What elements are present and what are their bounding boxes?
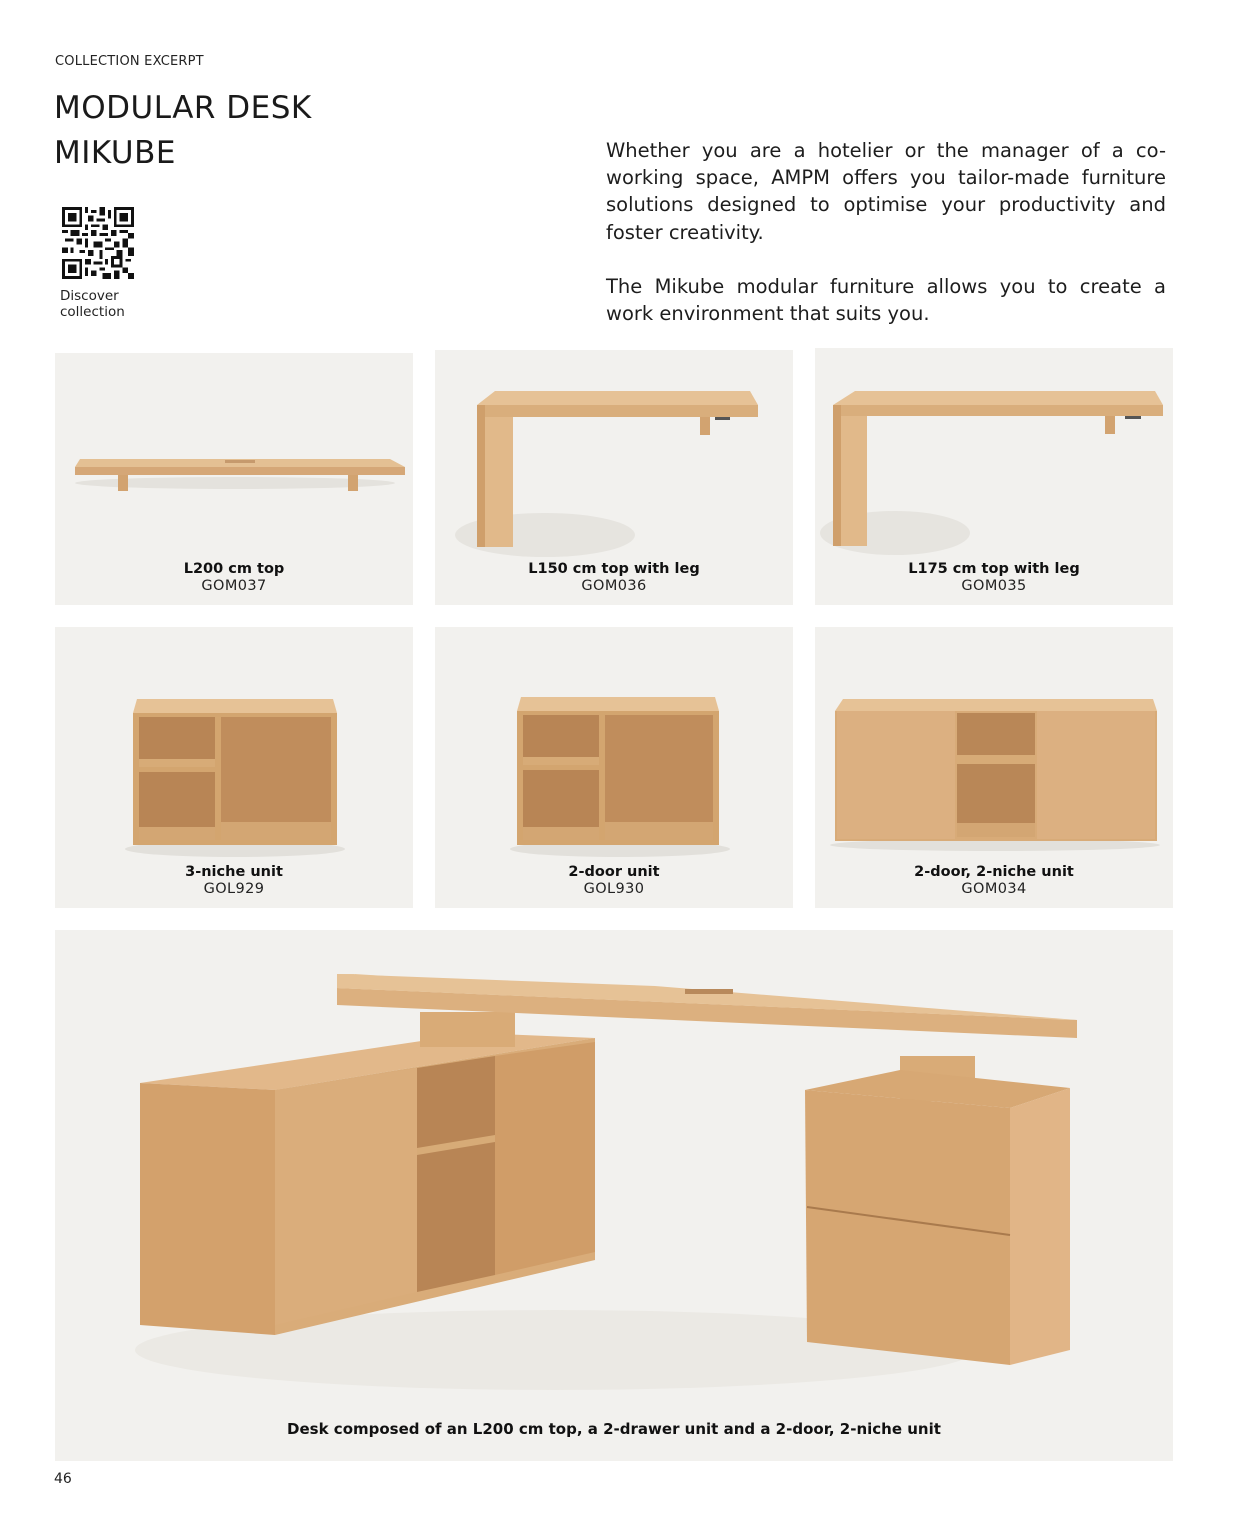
product-code: GOL929 [203,881,265,897]
product-caption [815,864,1173,898]
product-name: 3-niche unit [185,864,283,880]
page-title [54,86,312,176]
title-line-2: MIKUBE [54,135,176,171]
qr-code-icon[interactable] [62,207,134,279]
product-name: L150 cm top with leg [528,561,700,577]
product-card-gol930[interactable] [435,627,793,908]
product-name: L175 cm top with leg [908,561,1080,577]
qr-caption-line-1: Discover [60,288,119,304]
page-number: 46 [54,1471,72,1487]
product-card-gol929[interactable] [55,627,413,908]
product-name: L200 cm top [183,561,285,577]
composed-desk-image [55,930,1173,1461]
product-caption [435,561,793,595]
product-card-gom036[interactable] [435,350,793,605]
product-caption [55,864,413,898]
product-code: GOL930 [583,881,645,897]
product-code: GOM037 [201,578,267,594]
feature-caption: Desk composed of an L200 cm top, a 2-drawer unit and a 2-door, 2-niche unit [287,1420,941,1438]
title-line-1: MODULAR DESK [54,90,312,126]
product-name: 2-door unit [568,864,660,880]
qr-caption [60,288,125,320]
product-code: GOM034 [961,881,1027,897]
intro-paragraph-2: The Mikube modular furniture allows you to create a work environment that suits you. [606,274,1166,326]
product-code: GOM035 [961,578,1027,594]
product-caption [815,561,1173,595]
qr-caption-line-2: collection [60,304,125,320]
product-name: 2-door, 2-niche unit [914,864,1074,880]
intro-paragraph-1: Whether you are a hotelier or the manager of a co-working space, AMPM offers you tailor-made furniture solutions designed to optimise your productivity and foster creativity. [606,139,1166,244]
product-caption [435,864,793,898]
product-code: GOM036 [581,578,647,594]
product-caption [55,561,413,595]
product-card-gom035[interactable] [815,348,1173,605]
product-card-gom037[interactable] [55,353,413,605]
intro-text [606,137,1166,354]
feature-desk-card [55,930,1173,1461]
product-card-gom034[interactable] [815,627,1173,908]
eyebrow-label: COLLECTION EXCERPT [55,54,204,69]
